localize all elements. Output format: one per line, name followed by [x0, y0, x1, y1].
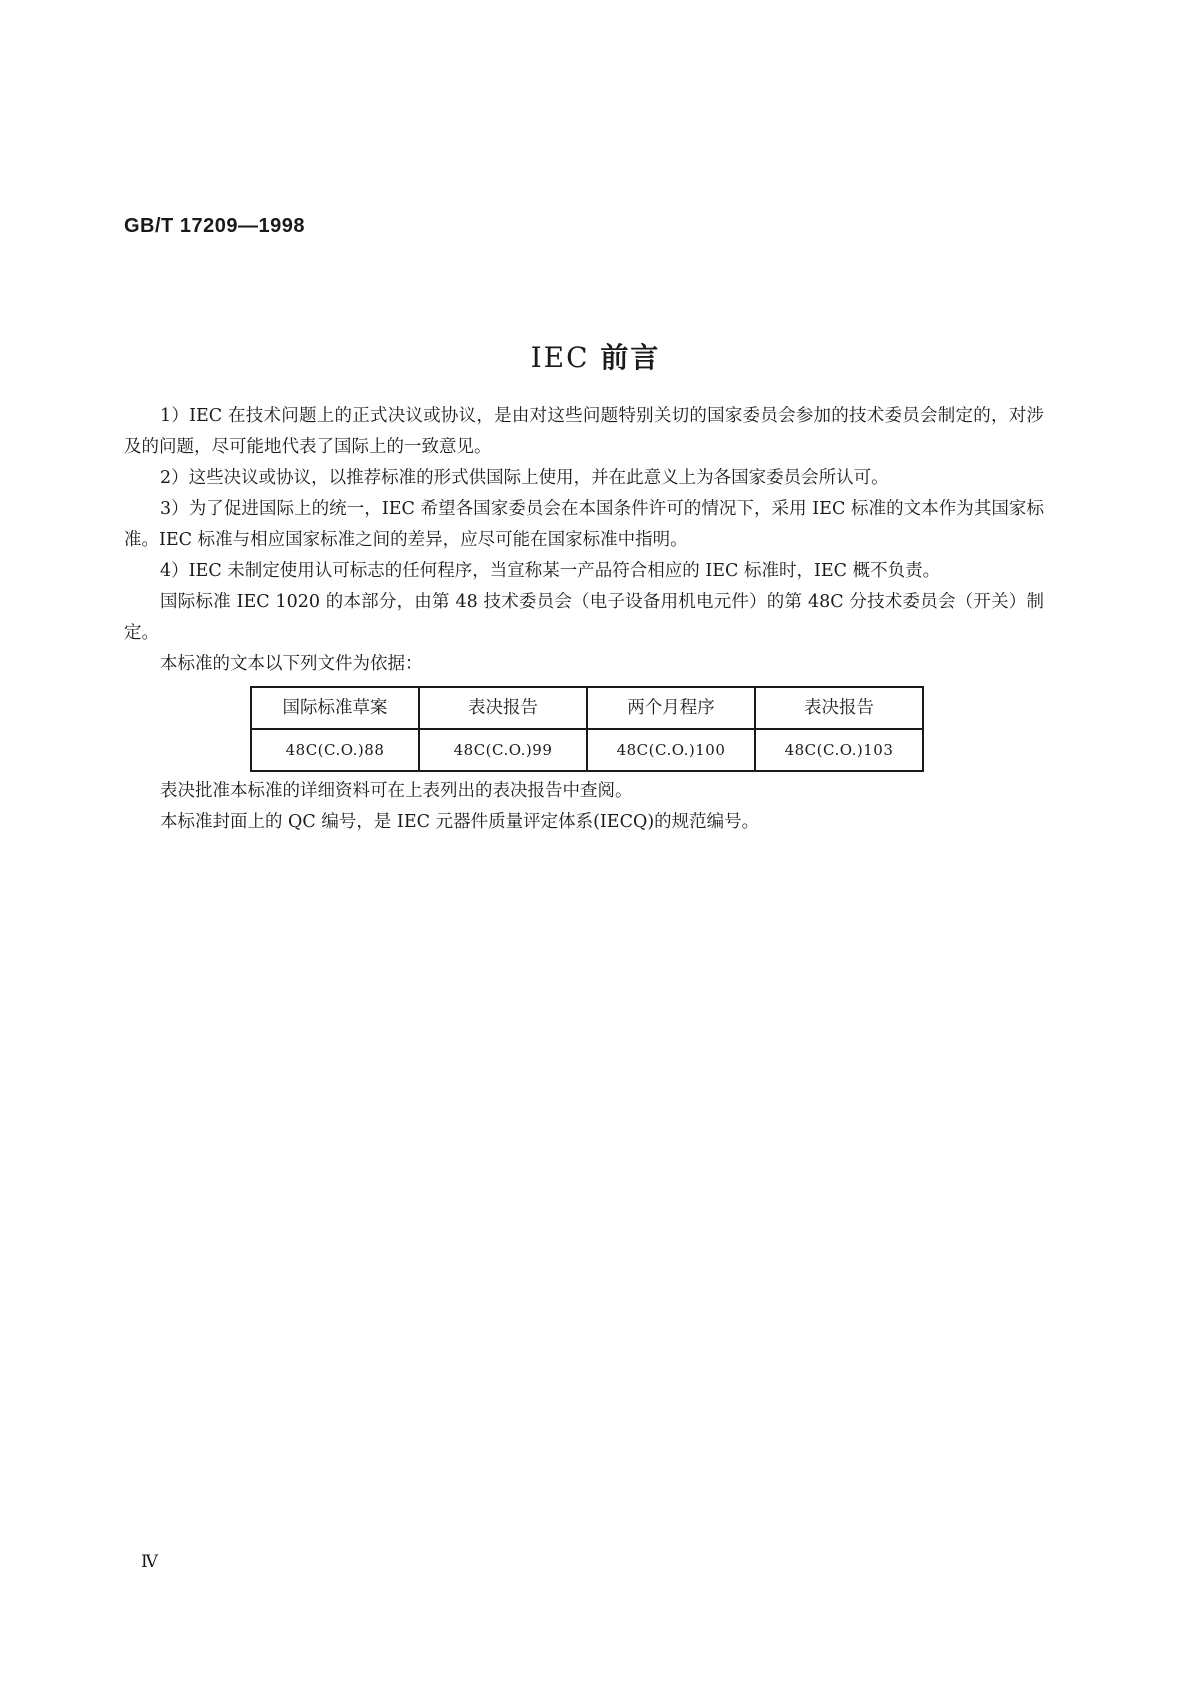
- paragraph-4: 4）IEC 未制定使用认可标志的任何程序，当宣称某一产品符合相应的 IEC 标准时，IEC 概不负责。: [160, 561, 941, 581]
- page-title: [0, 336, 1191, 376]
- table-header-cell: 两个月程序: [587, 687, 755, 729]
- page-number: Ⅳ: [141, 1552, 158, 1572]
- paragraph-5: 国际标准 IEC 1020 的本部分，由第 48 技术委员会（电子设备用机电元件）的第 48C 分技术委员会（开关）制定。: [124, 592, 1044, 643]
- title-main: 前言: [600, 341, 661, 374]
- paragraph-1: 1）IEC 在技术问题上的正式决议或协议，是由对这些问题特别关切的国家委员会参加的技术委员会制定的，对涉及的问题，尽可能地代表了国际上的一致意见。: [124, 406, 1044, 457]
- table-header-cell: 表决报告: [755, 687, 923, 729]
- table-header-cell: 表决报告: [419, 687, 587, 729]
- table-cell: 48C(C.O.)100: [587, 729, 755, 771]
- paragraph-3: 3）为了促进国际上的统一，IEC 希望各国家委员会在本国条件许可的情况下，采用 IEC 标准的文本作为其国家标准。IEC 标准与相应国家标准之间的差异，应尽可能在国家标准中指明。: [124, 499, 1044, 550]
- table-cell: 48C(C.O.)88: [251, 729, 419, 771]
- title-prefix: IEC: [530, 341, 590, 374]
- table-header-cell: 国际标准草案: [251, 687, 419, 729]
- paragraph-6: 本标准的文本以下列文件为依据：: [160, 654, 423, 674]
- document-body: [124, 401, 1044, 838]
- basis-documents-table: [250, 686, 924, 772]
- table-cell: 48C(C.O.)99: [419, 729, 587, 771]
- table-cell: 48C(C.O.)103: [755, 729, 923, 771]
- closing-paragraph-2: 本标准封面上的 QC 编号，是 IEC 元器件质量评定体系(IECQ)的规范编号。: [160, 812, 760, 832]
- table-header-row: [251, 687, 923, 729]
- standard-code: GB/T 17209—1998: [124, 215, 305, 237]
- paragraph-2: 2）这些决议或协议，以推荐标准的形式供国际上使用，并在此意义上为各国家委员会所认可。: [160, 468, 889, 488]
- closing-paragraph-1: 表决批准本标准的详细资料可在上表列出的表决报告中查阅。: [160, 781, 633, 801]
- table-row: [251, 729, 923, 771]
